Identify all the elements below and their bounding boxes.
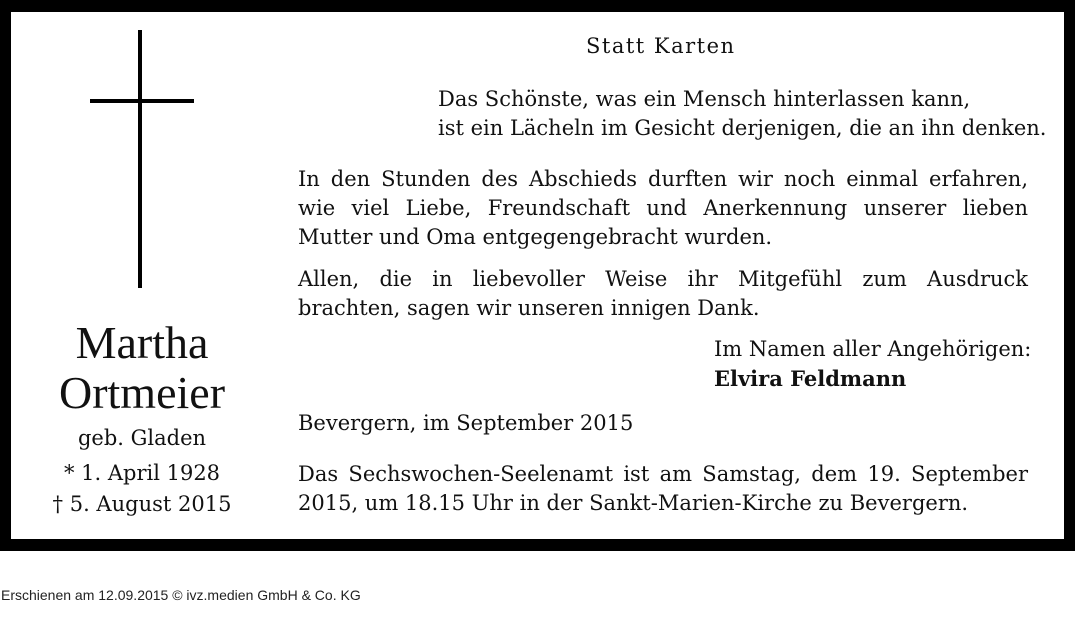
signature-name: Elvira Feldmann: [714, 366, 907, 391]
quote-line-1: Das Schönste, was ein Mensch hinterlassen kann,: [438, 87, 971, 111]
deceased-first-name: Martha: [75, 317, 209, 368]
publication-footer: Erschienen am 12.09.2015 © ivz.medien GmbH & Co. KG: [1, 587, 361, 603]
obituary-card: [11, 12, 1064, 539]
thanks-paragraph-2: Allen, die in liebevoller Weise ihr Mitgefühl zum Ausdruck brachten, sagen wir unseren innigen Dank.: [298, 267, 1028, 320]
place-date: Bevergern, im September 2015: [298, 411, 634, 435]
notice-heading: Statt Karten: [586, 34, 736, 58]
cross-vertical-bar: [138, 30, 142, 288]
quote-line-2: ist ein Lächeln im Gesicht derjenigen, die an ihn denken.: [438, 116, 1047, 140]
requiem-paragraph: Das Sechswochen-Seelenamt ist am Samstag, dem 19. September 2015, um 18.15 Uhr in der Sankt-Marien-Kirche zu Bevergern.: [298, 462, 1028, 515]
deceased-last-name: Ortmeier: [58, 367, 226, 418]
signature-label: Im Namen aller Angehörigen:: [714, 337, 1032, 361]
birth-date: * 1. April 1928: [63, 461, 221, 485]
thanks-paragraph-1: In den Stunden des Abschieds durften wir noch einmal erfahren, wie viel Liebe, Freundschaft und Anerkennung unserer lieben Mutter und Oma entgegengebracht wurden.: [298, 167, 1028, 249]
death-date: † 5. August 2015: [52, 492, 232, 516]
cross-horizontal-bar: [90, 99, 194, 103]
maiden-name: geb. Gladen: [77, 426, 207, 450]
